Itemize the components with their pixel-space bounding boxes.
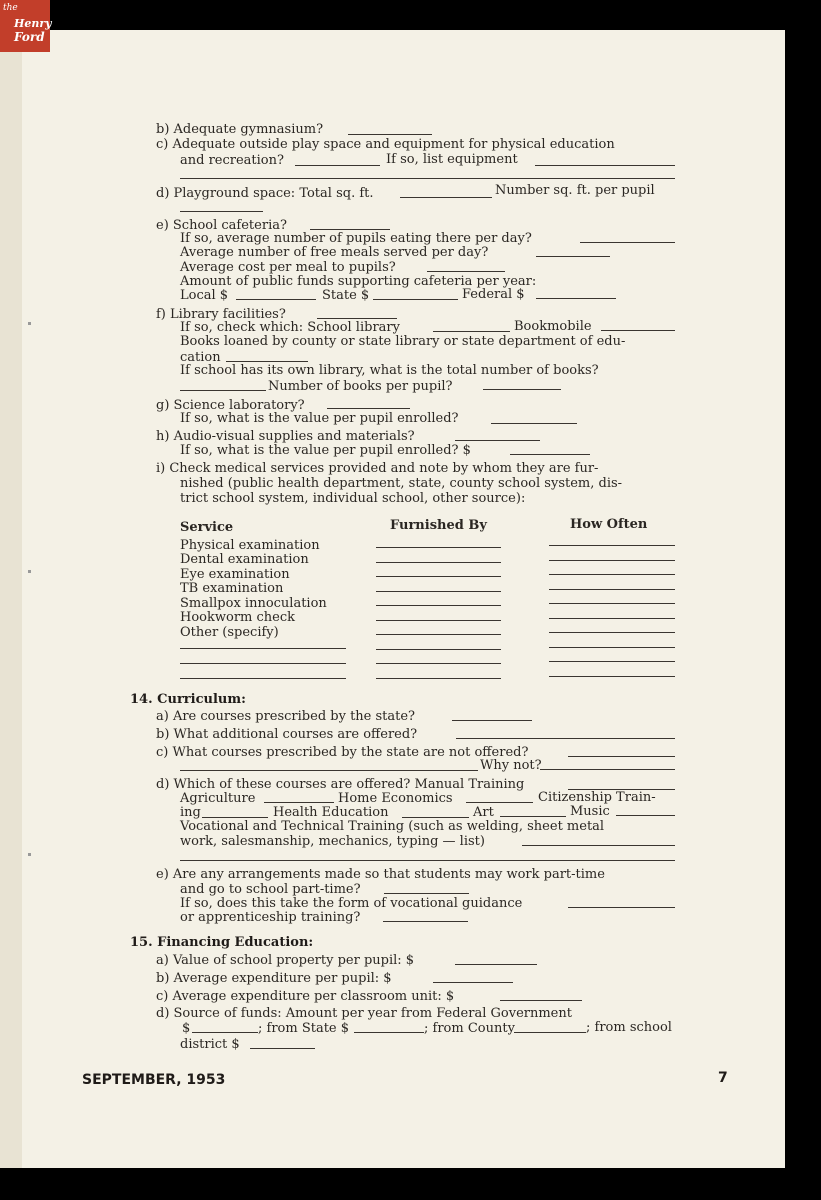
courses-prescribed-question: a) Are courses prescribed by the state? (156, 709, 416, 724)
furnished-by-line[interactable] (376, 576, 501, 577)
answer-line[interactable] (483, 389, 561, 390)
books-loaned-question: Books loaned by county or state library or state department of edu- (180, 334, 626, 349)
answer-line[interactable] (500, 816, 566, 817)
how-often-line[interactable] (549, 632, 675, 633)
vocational-training-question-cont: work, salesmanship, mechanics, typing — list) (180, 834, 485, 849)
furnished-by-line[interactable] (376, 547, 501, 548)
school-district-amount-label-cont: district $ (180, 1037, 240, 1052)
meal-cost-question: Average cost per meal to pupils? (180, 260, 396, 275)
answer-line[interactable] (568, 756, 675, 757)
furnished-by-line[interactable] (376, 634, 501, 635)
federal-amount-label: $ (182, 1021, 191, 1036)
henry-ford-logo (0, 0, 50, 52)
science-lab-question: g) Science laboratory? (156, 398, 305, 413)
part-time-work-question-cont: and go to school part-time? (180, 882, 361, 897)
expenditure-per-classroom-question: c) Average expenditure per classroom unit: $ (156, 989, 455, 1004)
state-funds-label: State $ (322, 288, 370, 303)
logo-small-text: the (3, 3, 18, 13)
answer-line[interactable] (226, 361, 308, 362)
answer-line[interactable] (601, 330, 675, 331)
answer-line[interactable] (514, 1032, 586, 1033)
how-often-line[interactable] (549, 618, 675, 619)
logo-line2: Ford (14, 30, 45, 44)
source-of-funds-question: d) Source of funds: Amount per year from Federal Government (156, 1006, 572, 1021)
health-education-label: Health Education (273, 805, 389, 820)
margin-mark (28, 570, 31, 573)
furnished-by-line[interactable] (376, 591, 501, 592)
answer-line[interactable] (427, 271, 505, 272)
other-service-line[interactable] (180, 678, 346, 679)
table-row-service: Physical examination (180, 538, 320, 553)
courses-offered-question: d) Which of these courses are offered? Manual Training (156, 777, 525, 792)
library-question: f) Library facilities? (156, 307, 286, 322)
table-header-service: Service (180, 520, 234, 535)
answer-line[interactable] (310, 229, 390, 230)
citizenship-training-label: Citizenship Train- (538, 790, 656, 805)
agriculture-label: Agriculture (180, 791, 256, 806)
medical-services-question-cont: nished (public health department, state, county school system, dis- (180, 476, 623, 491)
how-often-line[interactable] (549, 589, 675, 590)
how-often-line[interactable] (549, 545, 675, 546)
table-row-service: Eye examination (180, 567, 290, 582)
table-row-service: Smallpox innoculation (180, 596, 327, 611)
total-books-question: If school has its own library, what is the total number of books? (180, 363, 599, 378)
courses-not-offered-question: c) What courses prescribed by the state are not offered? (156, 745, 529, 760)
science-value-question: If so, what is the value per pupil enrolled? (180, 411, 459, 426)
answer-line[interactable] (180, 390, 266, 391)
why-not-question: Why not? (480, 758, 542, 773)
answer-line[interactable] (373, 299, 458, 300)
answer-line[interactable] (264, 802, 334, 803)
school-district-amount-label: ; from school (586, 1020, 672, 1035)
table-row-service: Hookworm check (180, 610, 296, 625)
other-service-line[interactable] (180, 648, 346, 649)
answer-line[interactable] (568, 907, 675, 908)
other-service-line[interactable] (180, 663, 346, 664)
table-header-furnished-by: Furnished By (390, 518, 487, 533)
apprenticeship-question: or apprenticeship training? (180, 910, 361, 925)
answer-line[interactable] (348, 134, 432, 135)
margin-mark (28, 853, 31, 856)
answer-line[interactable] (491, 423, 577, 424)
answer-line[interactable] (535, 165, 675, 166)
library-type-question: If so, check which: School library (180, 320, 400, 335)
playground-space-question: d) Playground space: Total sq. ft. (156, 186, 374, 201)
play-space-question: c) Adequate outside play space and equipment for physical education (156, 137, 615, 152)
audio-visual-question: h) Audio-visual supplies and materials? (156, 429, 415, 444)
citizenship-training-label-cont: ing (180, 805, 201, 820)
answer-line[interactable] (433, 982, 513, 983)
cafeteria-question: e) School cafeteria? (156, 218, 287, 233)
section-15-title: 15. Financing Education: (130, 935, 314, 950)
vocational-training-question: Vocational and Technical Training (such as welding, sheet metal (180, 819, 605, 834)
expenditure-per-pupil-question: b) Average expenditure per pupil: $ (156, 971, 392, 986)
gymnasium-question: b) Adequate gymnasium? (156, 122, 324, 137)
school-property-value-question: a) Value of school property per pupil: $ (156, 953, 415, 968)
answer-line[interactable] (452, 720, 532, 721)
answer-line[interactable] (500, 1000, 582, 1001)
answer-line[interactable] (236, 299, 316, 300)
art-label: Art (473, 805, 494, 820)
public-funds-question: Amount of public funds supporting cafeteria per year: (180, 274, 537, 289)
answer-line[interactable] (327, 408, 410, 409)
answer-line[interactable] (354, 1032, 424, 1033)
answer-line[interactable] (180, 211, 263, 212)
how-often-line[interactable] (549, 603, 675, 604)
play-space-question-cont: and recreation? (180, 153, 284, 168)
answer-line[interactable] (295, 165, 380, 166)
how-often-line[interactable] (549, 676, 675, 677)
answer-line[interactable] (384, 893, 469, 894)
answer-line[interactable] (180, 770, 478, 771)
answer-line[interactable] (180, 860, 675, 861)
federal-funds-label: Federal $ (462, 287, 525, 302)
table-row-service: Dental examination (180, 552, 309, 567)
answer-line[interactable] (192, 1032, 258, 1033)
furnished-by-line[interactable] (376, 620, 501, 621)
answer-line[interactable] (466, 802, 533, 803)
books-per-pupil-question: Number of books per pupil? (268, 379, 453, 394)
furnished-by-line[interactable] (376, 605, 501, 606)
books-loaned-question-cont: cation (180, 350, 221, 365)
part-time-work-question: e) Are any arrangements made so that students may work part-time (156, 867, 605, 882)
list-equipment-label: If so, list equipment (386, 152, 518, 167)
answer-line[interactable] (536, 256, 610, 257)
free-meals-question: Average number of free meals served per day? (180, 245, 489, 260)
table-row-service: TB examination (180, 581, 284, 596)
margin-mark (28, 322, 31, 325)
answer-line[interactable] (317, 318, 397, 319)
table-row-service: Other (specify) (180, 625, 279, 640)
answer-line[interactable] (522, 845, 675, 846)
furnished-by-line[interactable] (376, 562, 501, 563)
answer-line[interactable] (455, 440, 540, 441)
cafeteria-pupils-question: If so, average number of pupils eating there per day? (180, 231, 532, 246)
bookmobile-label: Bookmobile (514, 319, 592, 334)
how-often-line[interactable] (549, 574, 675, 575)
how-often-line[interactable] (549, 647, 675, 648)
furnished-by-line[interactable] (376, 649, 501, 650)
medical-services-question-cont2: trict school system, individual school, other source): (180, 491, 526, 506)
additional-courses-question: b) What additional courses are offered? (156, 727, 418, 742)
footer-date: SEPTEMBER, 1953 (82, 1072, 226, 1088)
page-spine (0, 30, 22, 1168)
logo-line1: Henry (14, 17, 52, 30)
music-label: Music (570, 804, 610, 819)
vocational-guidance-question: If so, does this take the form of vocational guidance (180, 896, 523, 911)
county-amount-label: ; from County (424, 1021, 515, 1036)
answer-line[interactable] (510, 454, 590, 455)
answer-line[interactable] (455, 964, 537, 965)
answer-line[interactable] (202, 817, 268, 818)
answer-line[interactable] (250, 1048, 315, 1049)
answer-line[interactable] (536, 298, 616, 299)
answer-line[interactable] (383, 921, 468, 922)
state-amount-label: ; from State $ (258, 1021, 350, 1036)
home-economics-label: Home Economics (338, 791, 453, 806)
table-header-how-often: How Often (570, 517, 648, 532)
answer-line[interactable] (180, 178, 675, 179)
answer-line[interactable] (402, 817, 469, 818)
answer-line[interactable] (433, 331, 510, 332)
answer-line[interactable] (540, 769, 675, 770)
how-often-line[interactable] (549, 560, 675, 561)
furnished-by-line[interactable] (376, 678, 501, 679)
local-funds-label: Local $ (180, 288, 229, 303)
audio-visual-value-question: If so, what is the value per pupil enrolled? $ (180, 443, 471, 458)
page-number: 7 (718, 1070, 728, 1086)
answer-line[interactable] (616, 815, 675, 816)
sqft-per-pupil-label: Number sq. ft. per pupil (495, 183, 655, 198)
answer-line[interactable] (456, 738, 675, 739)
answer-line[interactable] (400, 197, 492, 198)
furnished-by-line[interactable] (376, 663, 501, 664)
how-often-line[interactable] (549, 661, 675, 662)
answer-line[interactable] (580, 242, 675, 243)
section-14-title: 14. Curriculum: (130, 692, 246, 707)
medical-services-question: i) Check medical services provided and note by whom they are fur- (156, 461, 599, 476)
